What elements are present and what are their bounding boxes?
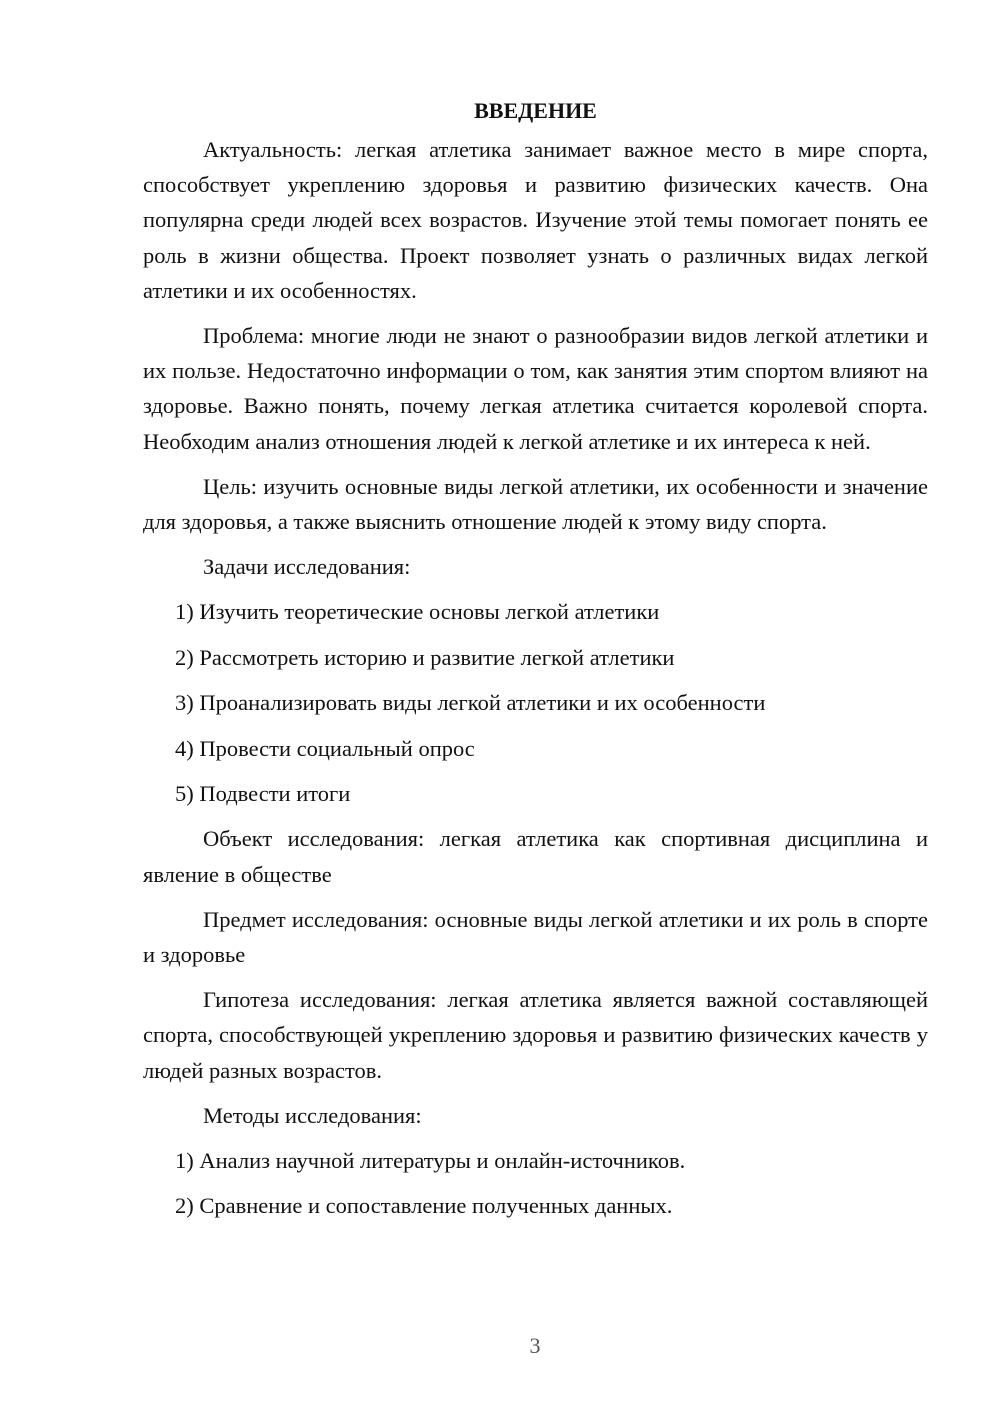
- hypothesis-paragraph: Гипотеза исследования: легкая атлетика является важной составляющей спорта, способствующей укреплению здоровья и развитию физических качеств у людей разных возрастов.: [143, 987, 928, 1083]
- problem-paragraph: Проблема: многие люди не знают о разнообразии видов легкой атлетики и их пользе. Недостаточно информации о том, как занятия этим спортом влияют на здоровье. Важно понять, почему легкая атлетика считается королевой спорта. Необходим анализ отношения людей к легкой атлетике и их интереса к ней.: [143, 323, 928, 454]
- tasks-list: [143, 594, 928, 811]
- task-item-5: 5) Подвести итоги: [175, 781, 351, 806]
- goal-paragraph: Цель: изучить основные виды легкой атлетики, их особенности и значение для здоровья, а также выяснить отношение людей к этому виду спорта.: [143, 473, 928, 535]
- task-item-2: 2) Рассмотреть историю и развитие легкой атлетики: [175, 644, 675, 670]
- methods-list: [143, 1143, 928, 1224]
- tasks-heading: Задачи исследования:: [203, 554, 411, 580]
- subject-paragraph: Предмет исследования: основные виды легкой атлетики и их роль в спорте и здоровье: [143, 906, 928, 967]
- methods-heading: Методы исследования:: [203, 1102, 422, 1128]
- task-item-1: 1) Изучить теоретические основы легкой атлетики: [175, 599, 660, 625]
- method-item-2: 2) Сравнение и сопоставление полученных данных.: [175, 1193, 673, 1219]
- document-page: [143, 94, 928, 1234]
- relevance-paragraph: Актуальность: легкая атлетика занимает важное место в мире спорта, способствует укреплению здоровья и развитию физических качеств. Она популярна среди людей всех возрастов. Изучение этой темы помогает понять ее роль в жизни общества. Проект позволяет узнать о различных видах легкой атлетики и их особенностях.: [143, 137, 928, 303]
- task-item-4: 4) Провести социальный опрос: [175, 735, 475, 761]
- object-paragraph: Объект исследования: легкая атлетика как спортивная дисциплина и явление в обществе: [143, 826, 928, 887]
- method-item-1: 1) Анализ научной литературы и онлайн-источников.: [175, 1148, 686, 1174]
- section-title: ВВЕДЕНИЕ: [474, 98, 597, 123]
- task-item-3: 3) Проанализировать виды легкой атлетики и их особенности: [175, 690, 766, 716]
- page-number: 3: [529, 1333, 541, 1358]
